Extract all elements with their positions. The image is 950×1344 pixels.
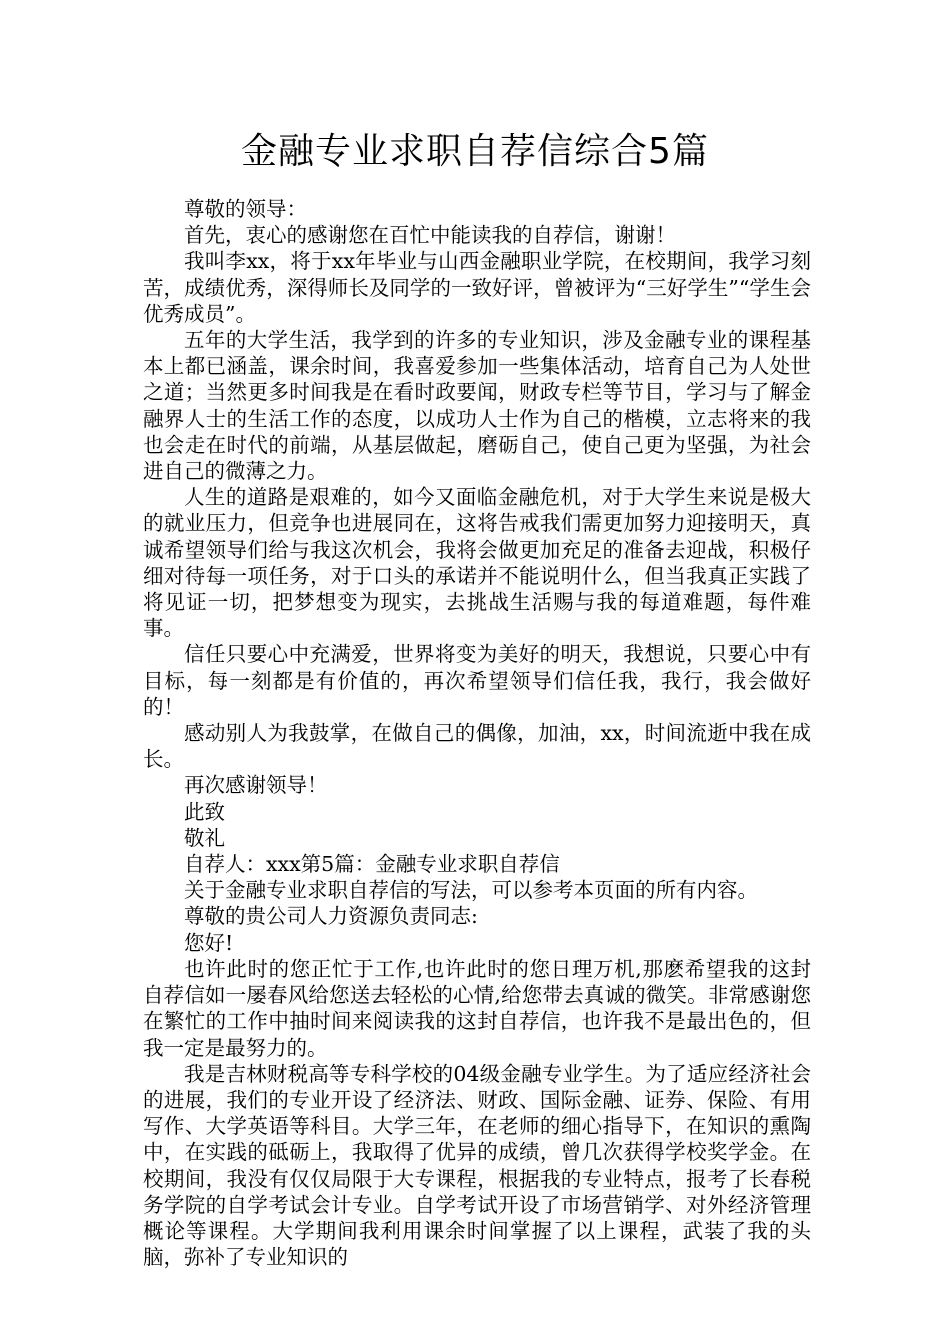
paragraph-signature: 自荐人：xxx第5篇：金融专业求职自荐信 [184, 852, 560, 877]
paragraph-introduction: 我叫李xx，将于xx年毕业与山西金融职业学院，在校期间，我学习刻苦，成绩优秀，深得师长及同学的一致好评，曾被评为“三好学生”“学生会优秀成员”。 [143, 249, 811, 326]
paragraph-growth: 感动别人为我鼓掌，在做自己的偶像，加油，xx，时间流逝中我在成长。 [143, 721, 811, 772]
paragraph-reference-note: 关于金融专业求职自荐信的写法，可以参考本页面的所有内容。 [184, 878, 758, 903]
document-title: 金融专业求职自荐信综合5篇 [241, 131, 709, 172]
paragraph-college-life: 五年的大学生活，我学到的许多的专业知识，涉及金融专业的课程基本上都已涵盖，课余时间，我喜爱参加一些集体活动，培育自己为人处世之道；当然更多时间我是在看时政要闻，财政专栏等节目，学习与了解金融界人士的生活工作的态度，以成功人士作为自己的楷模，立志将来的我也会走在时代的前端，从基层做起，磨砺自己，使自己更为坚强，为社会进自己的微薄之力。 [143, 328, 811, 484]
paragraph-salutation: 尊敬的领导： [184, 197, 307, 221]
paragraph-closing-2: 敬礼 [184, 825, 225, 850]
document-body [143, 196, 811, 1270]
paragraph-opening: 也许此时的您正忙于工作,也许此时的您日理万机,那麽希望我的这封自荐信如一屡春风给您送去轻松的心情,给您带去真诚的微笑。非常感谢您在繁忙的工作中抽时间来阅读我的这封自荐信，也许我不是最出色的，但我一定是最努力的。 [143, 956, 811, 1060]
paragraph-closing-1: 此致 [184, 799, 225, 824]
paragraph-challenges: 人生的道路是艰难的，如今又面临金融危机，对于大学生来说是极大的就业压力，但竞争也进展同在，这将告戒我们需更加努力迎接明天，真诚希望领导们给与我这次机会，我将会做更加充足的准备去迎战，积极仔细对待每一项任务，对于口头的承诺并不能说明什么，但当我真正实践了将见证一切，把梦想变为现实，去挑战生活赐与我的每道难题，每件难事。 [143, 485, 811, 641]
paragraph-salutation-2: 尊敬的贵公司人力资源负责同志: [184, 904, 478, 929]
paragraph-greeting: 您好! [184, 930, 234, 955]
paragraph-thanks: 首先，衷心的感谢您在百忙中能读我的自荐信，谢谢！ [184, 223, 676, 248]
paragraph-trust: 信任只要心中充满爱，世界将变为美好的明天，我想说，只要心中有目标，每一刻都是有价值的，再次希望领导们信任我，我行，我会做好的！ [143, 642, 811, 719]
paragraph-thanks-again: 再次感谢领导！ [184, 773, 328, 798]
paragraph-education: 我是吉林财税高等专科学校的04级金融专业学生。为了适应经济社会的进展，我们的专业开设了经济法、财政、国际金融、证券、保险、有用写作、大学英语等科目。大学三年，在老师的细心指导下，在知识的熏陶中，在实践的砥砺上，我取得了优异的成绩，曾几次获得学校奖学金。在校期间，我没有仅仅局限于大专课程，根据我的专业特点，报考了长春税务学院的自学考试会计专业。自学考试开设了市场营销学、对外经济管理概论等课程。大学期间我利用课余时间掌握了以上课程，武装了我的头脑，弥补了专业知识的 [143, 1061, 811, 1270]
